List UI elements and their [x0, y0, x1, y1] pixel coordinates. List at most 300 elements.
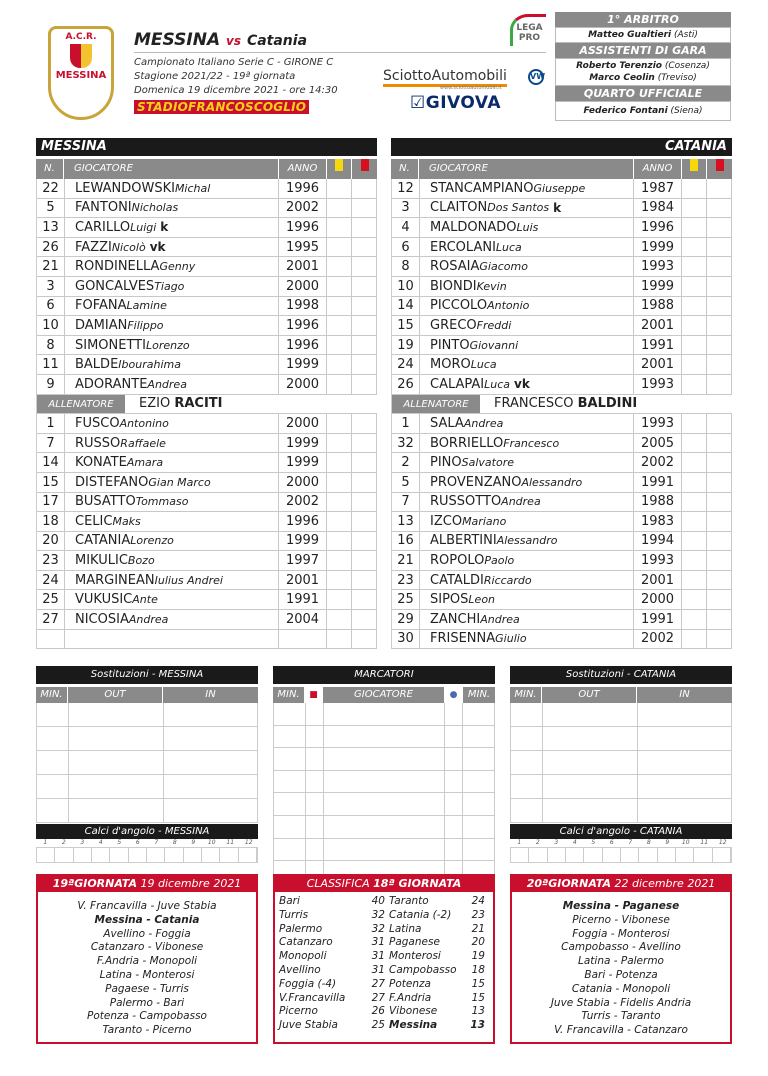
col-min: MIN.: [510, 687, 542, 703]
team-name: Palermo: [279, 922, 323, 935]
col-n: N.: [36, 159, 64, 179]
sub-cell: [69, 775, 164, 798]
scorer-row: [274, 839, 495, 862]
team-name: Avellino: [279, 963, 321, 976]
player-last-name: MIKULIC: [75, 553, 128, 569]
player-first-name: Paolo: [484, 554, 515, 568]
player-year: 2001: [279, 571, 327, 590]
yellow-card-cell: [327, 571, 352, 590]
standings-round: 18ª GIORNATA: [373, 877, 462, 890]
col-min-away: MIN.: [467, 689, 491, 700]
player-row: [392, 434, 732, 454]
player-last-name: RUSSO: [75, 435, 121, 451]
player-first-name: Filippo: [127, 318, 164, 332]
player-number: 12: [392, 179, 420, 198]
corner-number: 3: [80, 839, 85, 846]
corner-box: [129, 848, 147, 862]
corner-number: 11: [700, 839, 709, 846]
team-name: Catania (-2): [389, 908, 452, 921]
player-name: [420, 493, 634, 512]
player-first-name: Ibourahima: [118, 358, 181, 372]
player-last-name: LEWANDOWSKI: [75, 180, 175, 196]
player-name: [65, 493, 279, 512]
player-row: [392, 218, 732, 238]
player-first-name: Amara: [126, 456, 164, 470]
player-last-name: FANTONI: [75, 200, 132, 216]
player-year: 1999: [279, 434, 327, 453]
player-name: [420, 238, 634, 257]
yellow-card-cell: [682, 512, 707, 531]
player-last-name: GRECO: [430, 317, 477, 333]
round20-label: 20ªGIORNATA: [526, 877, 611, 890]
player-row: [392, 199, 732, 219]
player-last-name: MALDONADO: [430, 219, 517, 235]
player-number: 17: [37, 493, 65, 512]
player-name: [65, 277, 279, 296]
home-coach-row: [36, 395, 377, 415]
yellow-card-cell: [327, 238, 352, 257]
red-card-cell: [707, 316, 732, 335]
team-name: Juve Stabia: [279, 1019, 338, 1032]
sub-row: [511, 703, 732, 727]
team-name: V.Francavilla: [279, 991, 346, 1004]
red-card-cell: [707, 238, 732, 257]
team-name: Potenza: [389, 977, 431, 990]
red-card-cell: [352, 238, 377, 257]
red-card-cell: [352, 532, 377, 551]
corners-away-numbers: [510, 839, 732, 847]
player-row: [37, 571, 377, 591]
player-row: [392, 590, 732, 610]
player-number: 22: [37, 179, 65, 198]
col-min-home: MIN.: [273, 687, 305, 703]
scorer-cell: [445, 748, 463, 770]
player-year: 2000: [279, 375, 327, 394]
player-year: 1999: [279, 453, 327, 472]
fixture: Pagaese - Turris: [105, 982, 189, 995]
player-row: [392, 355, 732, 375]
player-year: 1993: [634, 375, 682, 394]
sub-cell: [37, 775, 69, 798]
scorers-box: [273, 666, 495, 884]
vw-logo-icon: VW: [528, 69, 544, 85]
yellow-card-cell: [327, 551, 352, 570]
player-name: [65, 551, 279, 570]
corner-box: [658, 848, 676, 862]
scorer-cell: [274, 748, 306, 770]
player-first-name: Mariano: [462, 514, 507, 528]
player-row: [392, 179, 732, 199]
scorer-cell: [445, 703, 463, 725]
player-year: 1994: [634, 532, 682, 551]
player-number: [37, 630, 65, 649]
player-last-name: MARGINEAN: [75, 572, 155, 588]
player-first-name: Lamine: [126, 299, 167, 313]
player-number: 2: [392, 453, 420, 472]
player-row: [392, 316, 732, 336]
scorer-cell: [445, 771, 463, 793]
sub-cell: [69, 703, 164, 726]
red-card-cell: [352, 590, 377, 609]
player-last-name: ROPOLO: [430, 553, 485, 569]
yellow-card-cell: [327, 297, 352, 316]
player-number: 23: [392, 571, 420, 590]
yellow-card-cell: [682, 375, 707, 394]
player-last-name: CATALDI: [430, 572, 484, 588]
player-year: 1991: [634, 473, 682, 492]
corner-box: [239, 848, 257, 862]
player-last-name: RONDINELLA: [75, 259, 160, 275]
scorers-grid: [273, 703, 495, 884]
player-number: 6: [37, 297, 65, 316]
player-first-name: Alessandro: [496, 534, 558, 548]
corner-box: [621, 848, 639, 862]
player-last-name: DISTEFANO: [75, 474, 149, 490]
corner-box: [92, 848, 110, 862]
player-name: [420, 316, 634, 335]
red-card-cell: [352, 355, 377, 374]
player-first-name: Antonino: [119, 416, 169, 430]
sub-row: [37, 751, 258, 775]
player-number: 14: [37, 453, 65, 472]
col-scorer: GIOCATORE: [323, 687, 445, 703]
sub-cell: [543, 727, 638, 750]
corner-box: [37, 848, 55, 862]
corner-box: [511, 848, 529, 862]
match-info: [134, 56, 338, 98]
red-card-cell: [352, 453, 377, 472]
scorer-cell: [463, 771, 495, 793]
away-coach-name: [480, 396, 637, 411]
player-row: [37, 257, 377, 277]
player-row: [37, 336, 377, 356]
round20-header: [512, 876, 730, 892]
fixture: V. Francavilla - Catanzaro: [554, 1024, 688, 1037]
yellow-card-cell: [327, 493, 352, 512]
red-card-cell: [707, 610, 732, 629]
yellow-card-cell: [327, 630, 352, 649]
player-name: [65, 414, 279, 433]
player-row: [392, 297, 732, 317]
logo-shield-icon: [70, 44, 92, 68]
team-name: Vibonese: [389, 1005, 438, 1018]
standings-row: [279, 992, 489, 1006]
captain-mark: k: [553, 200, 562, 215]
player-year: 1996: [279, 179, 327, 198]
player-number: 30: [392, 630, 420, 649]
player-row: [392, 610, 732, 630]
player-name: [65, 571, 279, 590]
player-year: 1984: [634, 199, 682, 218]
player-name: [420, 434, 634, 453]
player-first-name: Luis: [516, 220, 539, 234]
player-first-name: Nicholas: [131, 201, 179, 215]
corner-box: [584, 848, 602, 862]
scorer-row: [274, 726, 495, 749]
player-name: [65, 590, 279, 609]
team-points: 31: [371, 963, 385, 976]
red-card-cell: [352, 336, 377, 355]
scorer-cell: [463, 703, 495, 725]
corners-home-numbers: [36, 839, 258, 847]
sub-cell: [511, 799, 543, 822]
corner-box: [165, 848, 183, 862]
player-year: [279, 630, 327, 649]
yellow-card-cell: [327, 453, 352, 472]
scorer-cell: [324, 771, 445, 793]
corner-number: 2: [61, 839, 66, 846]
corner-number: 5: [591, 839, 596, 846]
player-number: 15: [392, 316, 420, 335]
player-last-name: CATANIA: [75, 533, 131, 549]
team-name: Bari: [279, 895, 300, 907]
yellow-card-cell: [682, 630, 707, 649]
player-first-name: Luca: [470, 358, 497, 372]
col-n: N.: [391, 159, 419, 179]
logo-acr: A.C.R.: [65, 32, 97, 42]
player-number: 5: [37, 199, 65, 218]
player-last-name: CARILLO: [75, 219, 131, 235]
player-first-name: Salvatore: [461, 456, 515, 470]
player-last-name: SALA: [430, 415, 464, 431]
player-name: [420, 512, 634, 531]
player-row: [37, 512, 377, 532]
corner-box: [566, 848, 584, 862]
player-number: 25: [37, 590, 65, 609]
player-name: [65, 257, 279, 276]
yellow-card-icon: [327, 159, 352, 179]
player-name: [65, 179, 279, 198]
team-points: 13: [471, 1005, 485, 1018]
player-number: 6: [392, 238, 420, 257]
scorer-row: [274, 771, 495, 794]
player-first-name: Giuseppe: [533, 181, 586, 195]
red-card-cell: [707, 453, 732, 472]
corner-number: 10: [207, 839, 216, 846]
assistants-value: [555, 58, 731, 86]
subs-home-box: [36, 666, 258, 823]
red-card-cell: [707, 434, 732, 453]
sub-cell: [37, 751, 69, 774]
scorer-cell: [306, 771, 324, 793]
scorer-cell: [306, 703, 324, 725]
player-last-name: CLAITON: [430, 200, 488, 216]
player-name: [65, 512, 279, 531]
player-last-name: ERCOLANI: [430, 239, 496, 255]
yellow-card-cell: [682, 590, 707, 609]
away-team-header: CATANIA: [391, 138, 732, 156]
yellow-card-cell: [327, 257, 352, 276]
scorer-row: [274, 816, 495, 839]
corners-away-box: [510, 824, 732, 863]
yellow-card-cell: [327, 532, 352, 551]
lega-pro-logo: LEGA PRO: [510, 14, 546, 46]
player-year: 1987: [634, 179, 682, 198]
round20-date: 22 dicembre 2021: [614, 877, 716, 890]
standings-rows: [275, 892, 493, 1036]
player-number: 27: [37, 610, 65, 629]
player-last-name: FOFANA: [75, 298, 127, 314]
player-year: 1991: [634, 336, 682, 355]
player-name: [65, 375, 279, 394]
player-row: [37, 179, 377, 199]
player-number: 4: [392, 218, 420, 237]
player-row: [37, 277, 377, 297]
player-last-name: KONATE: [75, 455, 127, 471]
standings-row: [279, 1005, 489, 1019]
player-first-name: Luigi: [130, 220, 157, 234]
yellow-card-cell: [327, 316, 352, 335]
player-number: 15: [37, 473, 65, 492]
team-points: 19: [471, 950, 485, 963]
assistant1-city: (Cosenza): [664, 61, 710, 71]
scorer-row: [274, 748, 495, 771]
player-row: [392, 453, 732, 473]
player-last-name: FRISENNA: [430, 631, 496, 647]
player-name: [420, 277, 634, 296]
player-first-name: Alessandro: [521, 475, 583, 489]
scorer-cell: [324, 793, 445, 815]
player-name: [65, 316, 279, 335]
player-number: 9: [37, 375, 65, 394]
player-last-name: BUSATTO: [75, 494, 136, 510]
player-first-name: Bozo: [127, 554, 155, 568]
corner-number: 1: [43, 839, 48, 846]
corners-home-box: [36, 824, 258, 863]
yellow-card-cell: [327, 375, 352, 394]
col-year: ANNO: [279, 159, 327, 179]
corner-number: 7: [154, 839, 159, 846]
yellow-card-cell: [682, 179, 707, 198]
corner-number: 1: [517, 839, 522, 846]
round19-header: [38, 876, 256, 892]
player-year: 1999: [634, 277, 682, 296]
col-player: GIOCATORE: [64, 159, 279, 179]
player-name: [65, 434, 279, 453]
sub-cell: [164, 751, 258, 774]
player-name: [420, 199, 634, 218]
away-coach-row: [391, 395, 732, 415]
player-row: [37, 453, 377, 473]
player-row: [392, 375, 732, 395]
round20-box: [510, 874, 732, 1044]
home-lineup: [36, 138, 377, 649]
fixture: Bari - Potenza: [584, 968, 658, 981]
yellow-card-cell: [682, 257, 707, 276]
team-name: Monopoli: [279, 950, 327, 963]
team-name: Foggia (-4): [279, 977, 337, 990]
yellow-card-cell: [682, 218, 707, 237]
col-in: IN: [205, 689, 216, 700]
player-first-name: Andrea: [147, 377, 187, 391]
team-name: Campobasso: [389, 963, 457, 976]
away-team-title: Catania: [246, 33, 308, 49]
fixture: Avellino - Foggia: [103, 927, 191, 940]
yellow-card-cell: [327, 336, 352, 355]
player-number: 24: [37, 571, 65, 590]
player-number: 7: [37, 434, 65, 453]
corner-number: 5: [117, 839, 122, 846]
captain-mark: k: [160, 220, 169, 235]
yellow-card-cell: [327, 610, 352, 629]
sub-cell: [69, 799, 164, 822]
team-points: 31: [371, 936, 385, 949]
player-year: 2002: [279, 199, 327, 218]
assistant2-city: (Treviso): [657, 73, 697, 83]
red-card-cell: [352, 630, 377, 649]
yellow-card-cell: [327, 218, 352, 237]
player-name: [420, 473, 634, 492]
red-card-cell: [707, 630, 732, 649]
player-last-name: PINTO: [430, 337, 470, 353]
team-points: 20: [471, 936, 485, 949]
subs-away-grid: [510, 703, 732, 823]
player-number: 18: [37, 512, 65, 531]
fourth-official-city: (Siena): [670, 106, 703, 116]
yellow-card-cell: [682, 238, 707, 257]
standings-row: [279, 923, 489, 937]
red-card-cell: [352, 257, 377, 276]
player-number: 1: [392, 414, 420, 433]
subs-away-title: Sostituzioni - CATANIA: [510, 666, 732, 684]
standings-box: [273, 874, 495, 1044]
fixture: V. Francavilla - Juve Stabia: [77, 900, 217, 912]
home-team-header: MESSINA: [36, 138, 377, 156]
scorer-cell: [306, 793, 324, 815]
scorer-cell: [463, 748, 495, 770]
red-card-cell: [707, 551, 732, 570]
home-coach-first: EZIO: [139, 396, 171, 412]
player-last-name: VUKUSIC: [75, 592, 133, 608]
player-year: 1996: [279, 218, 327, 237]
player-name: [65, 336, 279, 355]
player-first-name: Andrea: [501, 495, 541, 509]
player-last-name: ROSAIA: [430, 259, 480, 275]
assistants-header: ASSISTENTI DI GARA: [555, 43, 731, 58]
yellow-card-cell: [682, 493, 707, 512]
player-row: [392, 257, 732, 277]
corner-box: [548, 848, 566, 862]
player-year: 1996: [279, 336, 327, 355]
team-points: 23: [471, 908, 485, 921]
red-card-cell: [352, 434, 377, 453]
yellow-card-cell: [682, 453, 707, 472]
player-row: [392, 571, 732, 591]
player-number: 11: [37, 355, 65, 374]
red-card-cell: [707, 199, 732, 218]
round19-date: 19 dicembre 2021: [140, 877, 242, 890]
sub-cell: [69, 727, 164, 750]
player-name: [420, 375, 634, 394]
away-table-header: [391, 159, 732, 179]
home-bench: [36, 414, 377, 649]
player-year: 2002: [634, 630, 682, 649]
player-year: 1996: [634, 218, 682, 237]
player-name: [420, 610, 634, 629]
referee-value: [555, 27, 731, 43]
player-last-name: CELIC: [75, 513, 113, 529]
player-number: 21: [37, 257, 65, 276]
yellow-card-cell: [327, 414, 352, 433]
player-first-name: Gian Marco: [148, 475, 211, 489]
vs-label: vs: [226, 34, 242, 48]
corner-number: 6: [135, 839, 140, 846]
col-min: MIN.: [36, 687, 68, 703]
yellow-card-cell: [682, 316, 707, 335]
sub-cell: [37, 703, 69, 726]
player-last-name: CALAPAI: [430, 376, 485, 392]
sub-cell: [511, 727, 543, 750]
